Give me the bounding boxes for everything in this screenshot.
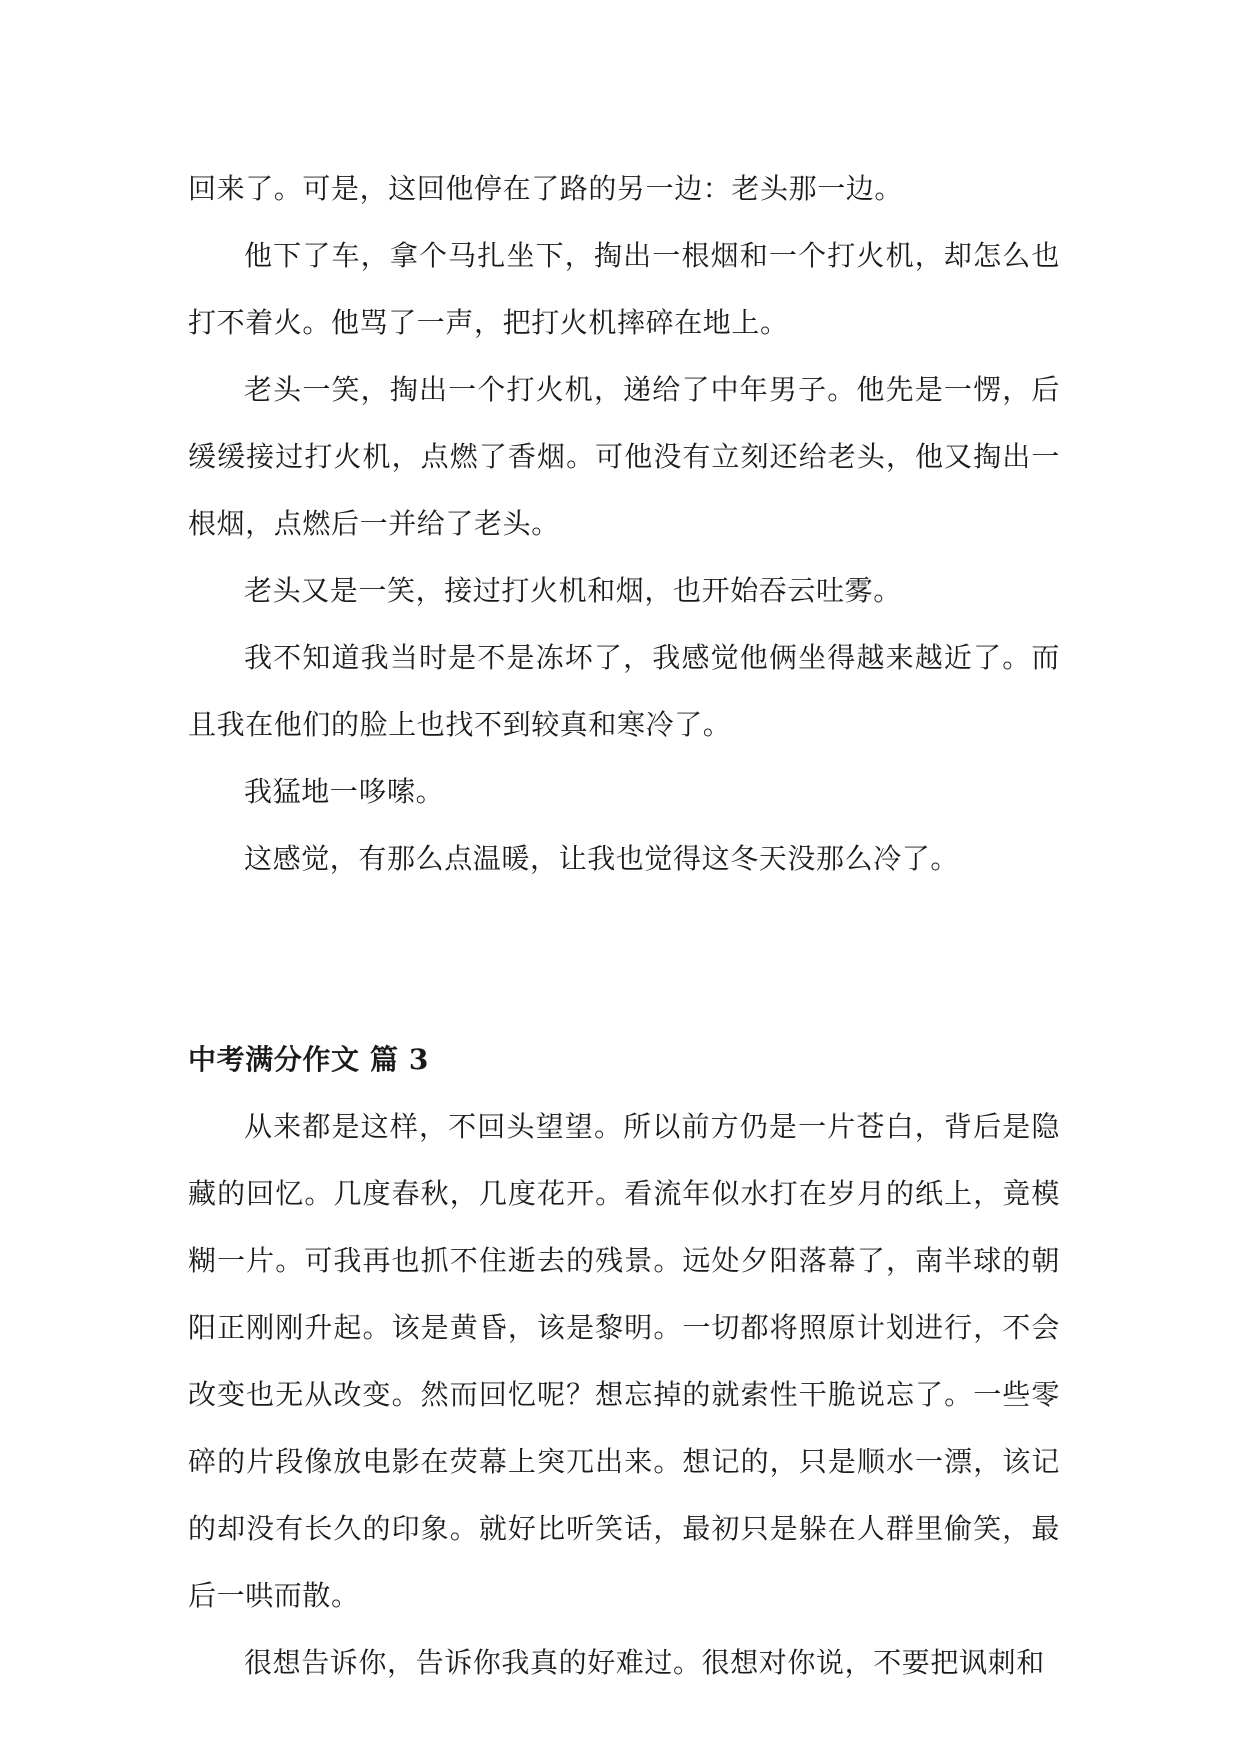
paragraph: 从来都是这样，不回头望望。所以前方仍是一片苍白，背后是隐藏的回忆。几度春秋，几度花开。看流年似水打在岁月的纸上，竟模糊一片。可我再也抓不住逝去的残景。远处夕阳落幕了，南半球的朝阳正刚刚升起。该是黄昏，该是黎明。一切都将照原计划进行，不会改变也无从改变。然而回忆呢？想忘掉的就索性干脆说忘了。一些零碎的片段像放电影在荧幕上突兀出来。想记的，只是顺水一漂，该记的却没有长久的印象。就好比听笑话，最初只是躲在人群里偷笑，最后一哄而散。 (188, 1110, 1060, 1612)
paragraph: 我猛地一哆嗦。 (244, 775, 445, 808)
paragraph: 这感觉，有那么点温暖，让我也觉得这冬天没那么冷了。 (244, 842, 960, 875)
paragraph: 老头一笑，掏出一个打火机，递给了中年男子。他先是一愣，后缓缓接过打火机，点燃了香烟。可他没有立刻还给老头，他又掏出一根烟，点燃后一并给了老头。 (188, 373, 1060, 540)
essay-section (188, 1026, 1060, 1696)
paragraph: 我不知道我当时是不是冻坏了，我感觉他俩坐得越来越近了。而且我在他们的脸上也找不到较真和寒冷了。 (188, 641, 1060, 741)
paragraph: 很想告诉你，告诉你我真的好难过。很想对你说，不要把讽刺和 (244, 1646, 1045, 1679)
paragraph: 回来了。可是，这回他停在了路的另一边：老头那一边。 (188, 172, 904, 205)
section-heading: 中考满分作文 篇 3 (188, 1043, 429, 1076)
document-body (188, 155, 1060, 1696)
story-section (188, 155, 1060, 892)
paragraph: 他下了车，拿个马扎坐下，掏出一根烟和一个打火机，却怎么也打不着火。他骂了一声，把打火机摔碎在地上。 (188, 239, 1060, 339)
paragraph: 老头又是一笑，接过打火机和烟，也开始吞云吐雾。 (244, 574, 902, 607)
section-spacer (188, 892, 1060, 1026)
